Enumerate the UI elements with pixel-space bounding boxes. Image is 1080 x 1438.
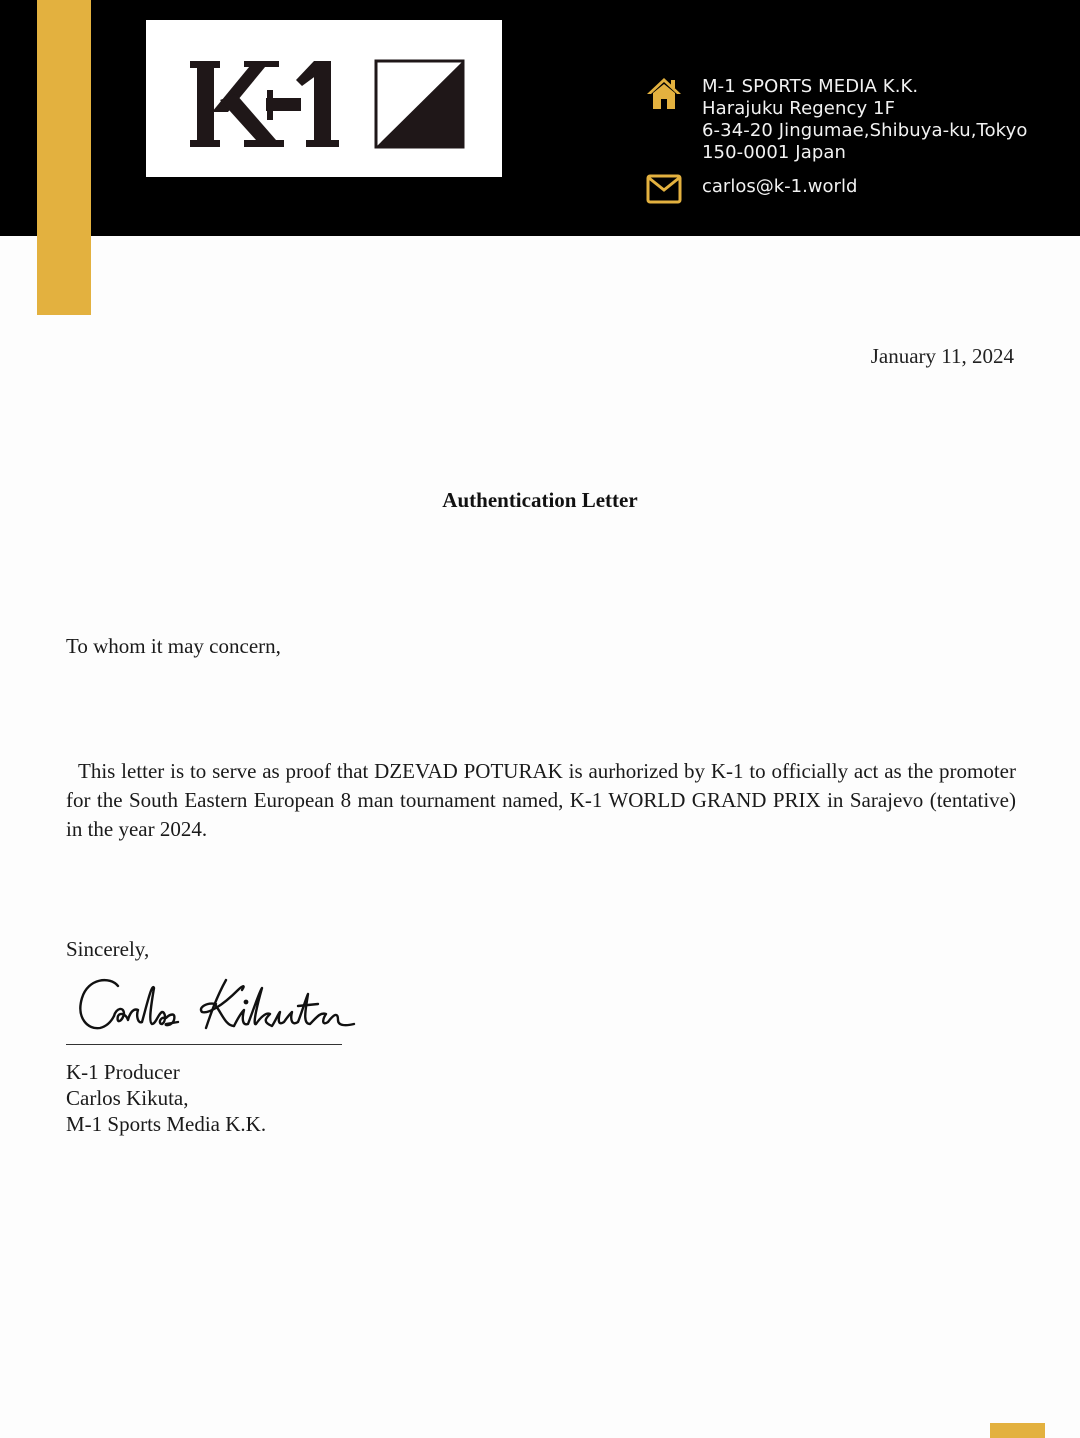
accent-bar-bottom [990, 1423, 1045, 1438]
k1-logo-mark [146, 20, 502, 177]
company-name: M-1 SPORTS MEDIA K.K. [702, 76, 919, 97]
k1-logo [146, 20, 502, 177]
letter-title: Authentication Letter [442, 488, 638, 512]
closing: Sincerely, [66, 937, 150, 961]
handwritten-signature [66, 968, 366, 1038]
signer-name: Carlos Kikuta, [66, 1086, 189, 1110]
letter-date: January 11, 2024 [870, 344, 1014, 368]
address-line: 150-0001 Japan [702, 142, 846, 163]
accent-bar-top [37, 0, 91, 315]
signer-block [66, 1059, 266, 1137]
envelope-icon [646, 174, 682, 204]
address-line: 6-34-20 Jingumae,Shibuya-ku,Tokyo [702, 120, 1028, 141]
company-address [702, 76, 1027, 164]
salutation: To whom it may concern, [66, 634, 281, 658]
home-icon [646, 76, 682, 110]
address-line: Harajuku Regency 1F [702, 98, 896, 119]
signer-company: M-1 Sports Media K.K. [66, 1112, 267, 1136]
letter-body: This letter is to serve as proof that DZEVAD POTURAK is aurhorized by K-1 to officially act as the promoter for the South Eastern European 8 man tournament named, K-1 WORLD GRAND PRIX in Sarajevo (tentative) in the year 2024. [66, 759, 1016, 841]
email-link[interactable]: carlos@k-1.world [702, 176, 858, 197]
signature-line [66, 1044, 342, 1045]
signer-role: K-1 Producer [66, 1060, 180, 1084]
